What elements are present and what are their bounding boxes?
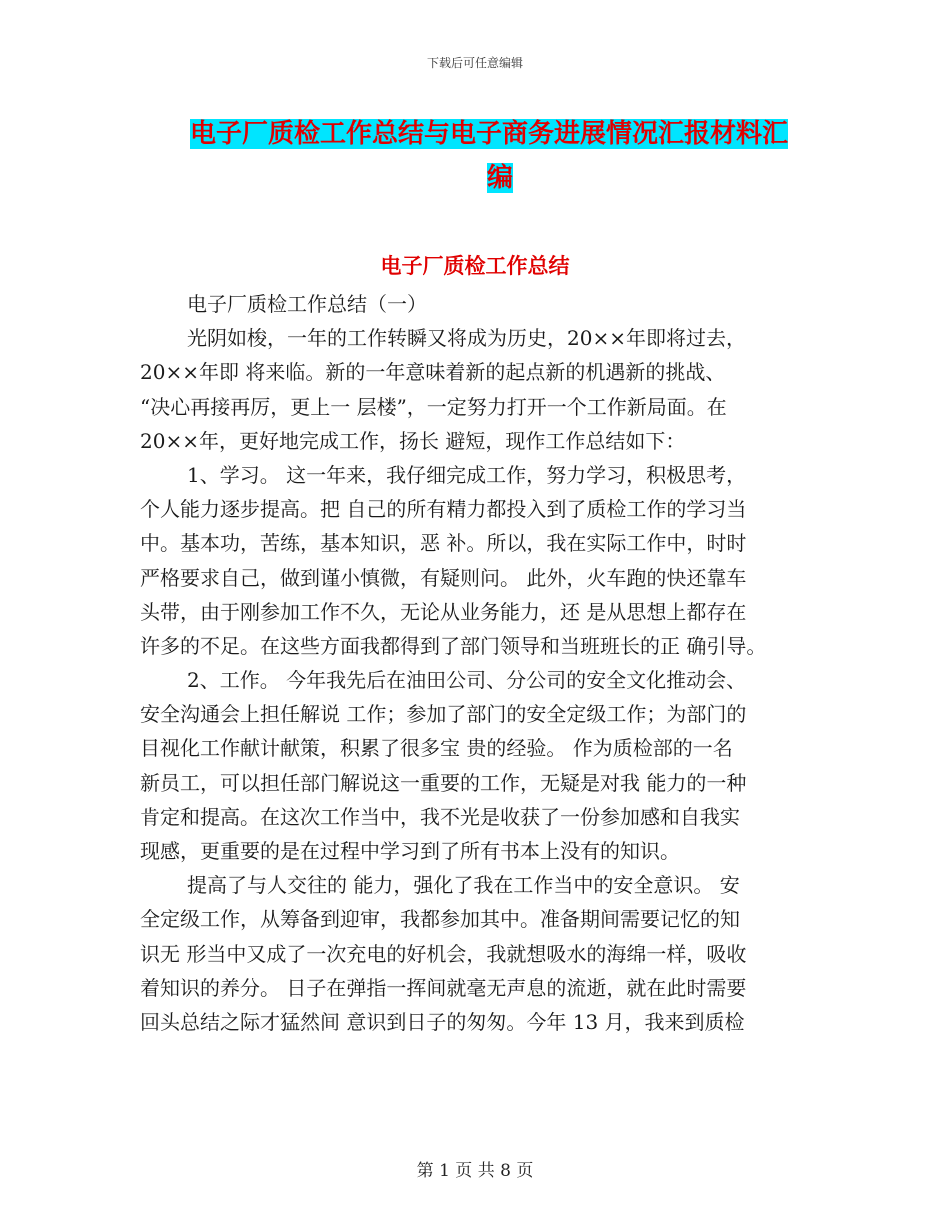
body-line: 安全沟通会上担任解说 工作；参加了部门的安全定级工作；为部门的	[140, 702, 747, 727]
section-title: 电子厂质检工作总结	[380, 254, 570, 278]
body-line: 肯定和提高。在这次工作当中，我不光是收获了一份参加感和自我实	[140, 804, 740, 829]
body-line: 目视化工作献计献策，积累了很多宝 贵的经验。 作为质检部的一名	[140, 736, 733, 761]
body-line: 光阴如梭，一年的工作转瞬又将成为历史，20××年即将过去，	[187, 326, 746, 351]
body-line: 2、工作。 今年我先后在油田公司、分公司的安全文化推动会、	[187, 668, 747, 693]
body-line: 20××年，更好地完成工作，扬长 避短，现作工作总结如下：	[140, 428, 686, 453]
document-title-line2: 编	[486, 163, 513, 193]
body-line: 20××年即 将来临。新的一年意味着新的起点新的机遇新的挑战、	[140, 360, 726, 385]
body-line: 头带，由于刚参加工作不久，无论从业务能力，还 是从思想上都存在	[140, 599, 747, 624]
body-line: 许多的不足。在这些方面我都得到了部门领导和当班班长的正 确引导。	[140, 633, 767, 658]
body-line: 识无 形当中又成了一次充电的好机会，我就想吸水的海绵一样，吸收	[140, 941, 747, 966]
body-line: 全定级工作，从筹备到迎审，我都参加其中。准备期间需要记忆的知	[140, 907, 740, 932]
body-line: 着知识的养分。 日子在弹指一挥间就毫无声息的流逝，就在此时需要	[140, 975, 747, 1000]
document-title	[190, 112, 810, 200]
document-title-line2-wrap	[190, 156, 810, 200]
page-header-note: 下载后可任意编辑	[426, 56, 523, 70]
paragraph-heading: 电子厂质检工作总结（一）	[187, 292, 427, 316]
page-footer: 第 1 页 共 8 页	[416, 1161, 534, 1181]
body-line: 1、学习。 这一年来，我仔细完成工作，努力学习，积极思考，	[187, 462, 747, 487]
body-line: 现感，更重要的是在过程中学习到了所有书本上没有的知识。	[140, 839, 680, 863]
body-line: “决心再接再厉，更上一 层楼”，一定努力打开一个工作新局面。在	[140, 394, 727, 419]
body-line: 提高了与人交往的 能力，强化了我在工作当中的安全意识。 安	[187, 873, 740, 898]
body-line: 个人能力逐步提高。把 自己的所有精力都投入到了质检工作的学习当	[140, 497, 747, 522]
document-title-line1: 电子厂质检工作总结与电子商务进展情况汇报材料汇	[190, 119, 789, 149]
body-line: 中。基本功，苦练，基本知识，恶 补。所以，我在实际工作中，时时	[140, 531, 747, 556]
body-line: 严格要求自己，做到谨小慎微，有疑则问。 此外，火车跑的快还靠车	[140, 565, 747, 590]
body-line: 新员工，可以担任部门解说这一重要的工作，无疑是对我 能力的一种	[140, 770, 747, 795]
body-line: 回头总结之际才猛然间 意识到日子的匆匆。今年 13 月，我来到质检	[140, 1009, 745, 1034]
body-text	[140, 287, 820, 1039]
